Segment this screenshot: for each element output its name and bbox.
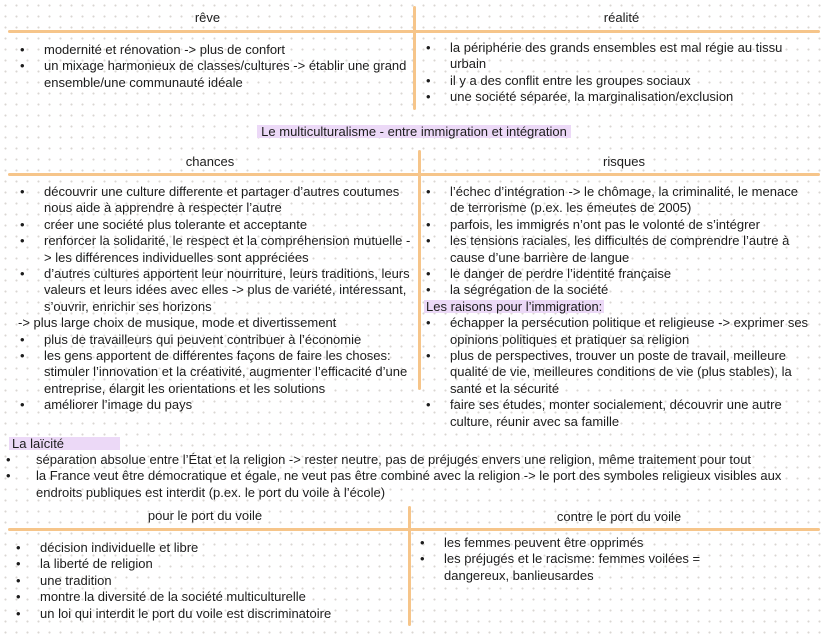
- list-item: • décision individuelle et libre: [10, 540, 405, 556]
- list-item: • séparation absolue entre l’État et la religion -> rester neutre, pas de préjugés envers une religion, même traitement pour tout: [0, 452, 822, 468]
- laicite-list: [0, 452, 822, 501]
- list-item: • les gens apportent de différentes façons de faire les choses: stimuler l’innovation et la créativité, augmenter l’efficacité d’une entreprise, élargit les orientations et les solutions: [14, 348, 414, 397]
- list-item: • un mixage harmonieux de classes/cultures -> établir une grand ensemble/une communauté idéale: [14, 58, 409, 91]
- list-item: • montre la diversité de la société multiculturelle: [10, 589, 405, 605]
- list-item: • les femmes peuvent être opprimés: [414, 535, 734, 551]
- table2-left-header: chances: [185, 154, 235, 169]
- list-item: • le danger de perdre l’identité française: [420, 266, 815, 282]
- reasons-list: [420, 315, 815, 430]
- table1-right-header: réalité: [603, 10, 640, 25]
- list-item: • améliorer l’image du pays: [14, 397, 414, 413]
- table1-right-list: [420, 40, 810, 106]
- list-item: • un loi qui interdit le port du voile est discriminatoire: [10, 606, 405, 622]
- table3-divider-vertical: [408, 506, 411, 626]
- table3-divider-horizontal: [8, 528, 820, 531]
- table2-divider-horizontal: [8, 173, 820, 176]
- list-item: -> plus large choix de musique, mode et divertissement: [18, 315, 337, 331]
- section-title: [0, 124, 828, 139]
- list-item: • échapper la persécution politique et religieuse -> exprimer ses opinions politiques et pratiquer sa religion: [420, 315, 815, 348]
- reasons-title-text: Les raisons pour l’immigration:: [426, 298, 603, 314]
- list-item: • plus de travailleurs qui peuvent contribuer à l’économie: [14, 332, 414, 348]
- table2-right-column: [420, 184, 815, 430]
- list-item: • faire ses études, monter socialement, découvrir une autre culture, réunir avec sa famille: [420, 397, 815, 430]
- table2-right-header: risques: [603, 154, 645, 169]
- table1-left-list: [14, 42, 409, 91]
- list-item: • une société séparée, la marginalisation/exclusion: [420, 89, 810, 105]
- table1-divider-vertical: [413, 6, 416, 110]
- list-item: • la liberté de religion: [10, 556, 405, 572]
- laicite-title-text: La laïcité: [9, 436, 120, 451]
- table3-right-list: [414, 535, 734, 584]
- list-item: • plus de perspectives, trouver un poste de travail, meilleure qualité de vie, meilleures conditions de vie (plus stables), la santé et la sécurité: [420, 348, 815, 397]
- list-item: • modernité et rénovation -> plus de confort: [14, 42, 409, 58]
- table3-left-header: pour le port du voile: [147, 508, 263, 523]
- list-item: • l’échec d’intégration -> le chômage, la criminalité, le menace de terrorisme (p.ex. les émeutes de 2005): [420, 184, 815, 217]
- table2-left-list: [14, 184, 414, 414]
- list-item: • il y a des conflit entre les groupes sociaux: [420, 73, 810, 89]
- list-item: • les tensions raciales, les difficultés de comprendre l’autre à cause d’une barrière de langue: [420, 233, 815, 266]
- list-item: • les préjugés et le racisme: femmes voilées = dangereux, banlieusardes: [414, 551, 734, 584]
- table1-left-header: rêve: [194, 10, 221, 25]
- table3-left-list: [10, 540, 405, 622]
- list-item: • la périphérie des grands ensembles est mal régie au tissu urbain: [420, 40, 810, 73]
- laicite-title: [9, 436, 120, 451]
- list-item: • une tradition: [10, 573, 405, 589]
- table2-right-list: [420, 184, 815, 299]
- reasons-title: [420, 299, 815, 315]
- list-item: • renforcer la solidarité, le respect et la compréhension mutuelle -> les différences individuelles sont appréciées: [14, 233, 414, 266]
- list-item: • la France veut être démocratique et égale, ne veut pas être combiné avec la religion -> le port des symboles religieux visibles aux endroits publiques est interdit (p.ex. le port du voile à l’école): [0, 468, 822, 501]
- section-title-text: Le multiculturalisme - entre immigration et intégration: [257, 124, 571, 139]
- list-item: • d’autres cultures apportent leur nourriture, leurs traditions, leurs valeurs et leurs idées avec elles -> plus de variété, intéressant, s’ouvrir, enrichir ses horizons: [14, 266, 414, 315]
- list-item: • découvrir une culture differente et partager d’autres coutumes nous aide à apprendre à respecter l’autre: [14, 184, 414, 217]
- list-item: • créer une société plus tolerante et acceptante: [14, 217, 414, 233]
- list-item: • la ségrégation de la société: [420, 282, 815, 298]
- table3-right-header: contre le port du voile: [556, 509, 682, 524]
- list-item: • parfois, les immigrés n’ont pas le volonté de s’intégrer: [420, 217, 815, 233]
